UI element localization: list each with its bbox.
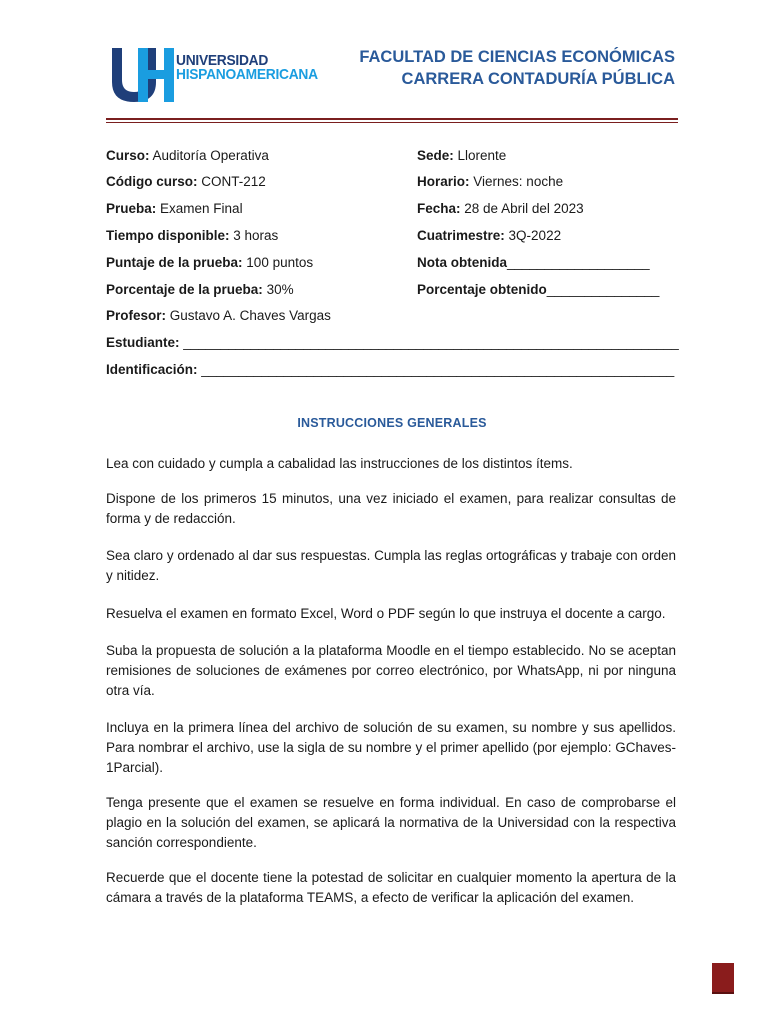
logo-wordmark	[176, 54, 330, 82]
field-label: Tiempo disponible:	[106, 228, 230, 243]
field-value: 30%	[266, 282, 294, 297]
instructions-heading: INSTRUCCIONES GENERALES	[297, 416, 487, 430]
field-label: Sede:	[417, 148, 454, 163]
field-fecha	[417, 200, 584, 218]
field-horario	[417, 173, 563, 191]
field-label: Código curso:	[106, 174, 198, 189]
field-value: _______________________________________________________________	[201, 362, 675, 377]
page-corner-mark	[712, 963, 734, 993]
field-value: Examen Final	[160, 201, 243, 216]
instruction-paragraph: Suba la propuesta de solución a la plataforma Moodle en el tiempo establecido. No se aceptan remisiones de soluciones de exámenes por correo electrónico, por WhatsApp, ni por ninguna otra vía.	[106, 643, 676, 698]
field-value: __________________________________________________________________	[183, 335, 679, 350]
field-prueba	[106, 200, 243, 218]
field-label: Porcentaje obtenido	[417, 282, 547, 297]
field-value: ___________________	[507, 255, 650, 270]
page-corner-mark-line	[712, 992, 734, 994]
field-value: 3Q-2022	[508, 228, 562, 243]
field-cuatrimestre	[417, 227, 561, 245]
field-value: Llorente	[457, 148, 507, 163]
field-label: Nota obtenida	[417, 255, 507, 270]
field-sede	[417, 147, 506, 165]
field-tiempo	[106, 227, 278, 245]
field-value: Auditoría Operativa	[152, 148, 269, 163]
field-label: Estudiante:	[106, 335, 180, 350]
instruction-paragraph: Tenga presente que el examen se resuelve en forma individual. En caso de comprobarse el plagio en la solución del examen, se aplicará la normativa de la Universidad con la respectiva sanción correspondiente.	[106, 795, 676, 850]
faculty-title	[359, 46, 675, 90]
logo-line-2: HISPANOAMERICANA	[176, 66, 318, 83]
field-nota-obtenida	[417, 254, 650, 272]
field-codigo-curso	[106, 173, 266, 191]
field-label: Fecha:	[417, 201, 461, 216]
field-value: _______________	[546, 282, 660, 297]
field-value: 28 de Abril del 2023	[464, 201, 584, 216]
faculty-line-1: FACULTAD DE CIENCIAS ECONÓMICAS	[359, 48, 675, 66]
logo-line-1: UNIVERSIDAD	[176, 52, 269, 69]
field-identificacion	[106, 361, 674, 379]
field-label: Porcentaje de la prueba:	[106, 282, 263, 297]
field-label: Curso:	[106, 148, 150, 163]
field-value: Gustavo A. Chaves Vargas	[169, 308, 331, 323]
field-label: Profesor:	[106, 308, 167, 323]
instruction-paragraph: Dispone de los primeros 15 minutos, una vez iniciado el examen, para realizar consultas de forma y de redacción.	[106, 491, 676, 526]
instruction-paragraph: Resuelva el examen en formato Excel, Word o PDF según lo que instruya el docente a cargo.	[106, 606, 666, 621]
field-label: Horario:	[417, 174, 470, 189]
instruction-paragraph: Incluya en la primera línea del archivo de solución de su examen, su nombre y sus apellidos. Para nombrar el archivo, use la sigla de su nombre y el primer apellido (por ejemplo: GChaves-1Parcial).	[106, 720, 676, 775]
field-value: CONT-212	[201, 174, 266, 189]
header-divider	[106, 118, 678, 120]
field-puntaje	[106, 254, 313, 272]
header-divider-thin	[106, 122, 678, 123]
field-value: 3 horas	[233, 228, 279, 243]
field-label: Prueba:	[106, 201, 157, 216]
instruction-paragraph: Lea con cuidado y cumpla a cabalidad las instrucciones de los distintos ítems.	[106, 456, 573, 471]
field-label: Identificación:	[106, 362, 198, 377]
field-porcentaje-obtenido	[417, 281, 659, 299]
field-value: 100 puntos	[246, 255, 314, 270]
field-value: Viernes: noche	[473, 174, 564, 189]
field-label: Puntaje de la prueba:	[106, 255, 243, 270]
instruction-paragraph: Sea claro y ordenado al dar sus respuestas. Cumpla las reglas ortográficas y trabaje con orden y nitidez.	[106, 548, 676, 583]
field-label: Cuatrimestre:	[417, 228, 505, 243]
field-profesor	[106, 307, 331, 325]
instruction-paragraph: Recuerde que el docente tiene la potestad de solicitar en cualquier momento la apertura de la cámara a través de la plataforma TEAMS, a efecto de verificar la aplicación del examen.	[106, 870, 676, 905]
faculty-line-2: CARRERA CONTADURÍA PÚBLICA	[401, 70, 675, 88]
field-curso	[106, 147, 269, 165]
field-porcentaje	[106, 281, 294, 299]
field-estudiante	[106, 334, 679, 352]
